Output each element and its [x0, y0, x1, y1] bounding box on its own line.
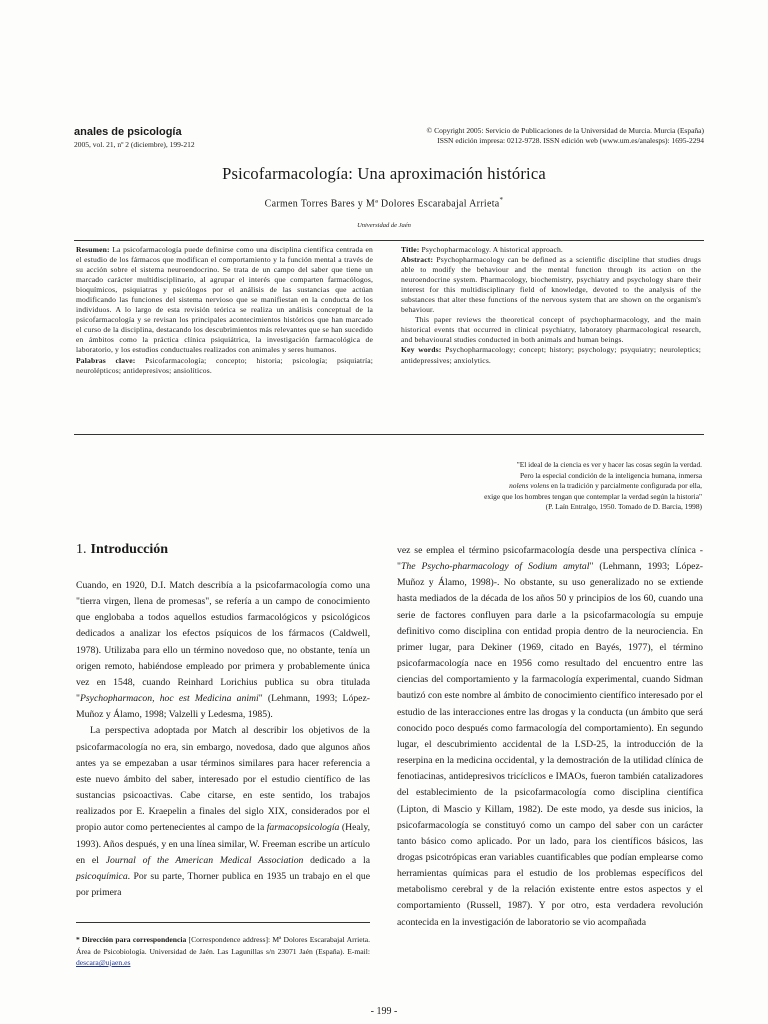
email-link[interactable]: descara@ujaen.es [76, 958, 131, 967]
journal-issue: 2005, vol. 21, nº 2 (diciembre), 199-212 [74, 140, 195, 149]
text-run: . Por su parte, Thorner publica en 1935 un trabajo en el que por primera [76, 870, 370, 898]
copyright-line: © Copyright 2005: Servicio de Publicaciones de la Universidad de Murcia. Murcia (España) [426, 126, 704, 135]
issn-line: ISSN edición impresa: 0212-9728. ISSN edición web (www.um.es/analesps): 1695-2294 [437, 136, 704, 145]
text-run: dedicado a la [303, 854, 370, 866]
author-footnote-mark: * [499, 196, 504, 204]
text-run: vez se emplea el término psicofarmacología desde una perspectiva clínica -" [397, 545, 703, 573]
article-authors [0, 196, 768, 209]
epigraph-citation: (P. Laín Entralgo, 1950. Tomado de D. Barcia, 1998) [545, 502, 702, 511]
italic-run: The Psycho-pharmacology of Sodium amytal [400, 561, 590, 573]
abstract-english [401, 245, 701, 366]
text-run: " (Lehmann, 1993; López-Muñoz y Álamo, 1998; Valzelli y Ledesma, 1985). [76, 693, 370, 721]
body-paragraph [397, 543, 703, 931]
footnote-rule [76, 922, 370, 923]
text-run: La perspectiva adoptada por Match al describir los objetivos de la psicofarmacología no era, sin embargo, novedosa, dado que algunos años antes ya se empezaban a usar términos similares para hacer referencia a este nuevo ámbito del saber, interesado por el estudio científico de las sustancias psicoactivas. Cabe citarse, en este sentido, los trabajos realizados por E. Kraepelin a finales del siglo XIX, considerados por el propio autor como pertenecientes al campo de la [76, 725, 370, 834]
section-number: 1. [76, 542, 87, 557]
author-names: Carmen Torres Bares y Mª Dolores Escarabajal Arrieta [264, 198, 500, 210]
body-paragraph [76, 578, 370, 723]
abstract-paragraph [401, 255, 701, 315]
epigraph [342, 460, 702, 513]
text-run: (Healy, 1993). Años después, y en una línea similar, W. Freeman escribe un artículo en el [76, 822, 370, 866]
italic-run: Journal of the American Medical Association [105, 854, 304, 866]
copyright-notice [314, 126, 704, 146]
abstract-top-rule [74, 240, 704, 241]
italic-run: farmacopsicología [266, 822, 340, 834]
epigraph-line-rest: en la tradición y parcialmente configurada por ella, [549, 481, 702, 490]
resumen-text: La psicofarmacología puede definirse como una disciplina científica centrada en el estudio de los fármacos que modifican el comportamiento y la función mental a través de su acción sobre el sistema neuroendocrino. Se trata de un campo del saber que tiene un marcado carácter multidisciplinario, al agrupar el interés que comparten farmacólogos, bioquímicos, psiquiatras y psicólogos por el análisis de las sustancias que actúan modificando las funciones del sistema nervioso que se manifiestan en la conducta de los individuos. A lo largo de esta revisión teórica se realiza un análisis conceptual de la psicofarmacología y se revisan los principales acontecimientos históricos que han marcado el curso de la disciplina, destacando los descubrimientos más relevantes que se han sucedido en ámbitos como la práctica clínica psiquiátrica, la investigación farmacológica de laboratorio, y los estudios conductuales realizados con animales y seres humanos. [76, 245, 373, 355]
resumen-paragraph [76, 245, 373, 356]
italic-run: Psychopharmacon, hoc est Medicina animi [79, 693, 259, 705]
key-words-text: Psychopharmacology; concept; history; psychology; psyquiatry; neuroleptics; antidepressives; anxiolytics. [401, 345, 701, 365]
footnote-text: [Correspondence address]: Mª Dolores Escarabajal Arrieta. Área de Psicobiología. Universidad de Jaén. Las Lagunillas s/n 23071 Jaén (España). E-mail: [76, 935, 370, 956]
text-run: Cuando, en 1920, D.I. Match describía a la psicofarmacología como una "tierra virgen, llena de promesas", se refería a un campo de conocimiento que englobaba a todos aquellos estudios farmacológicos y psicológicos dedicados a analizar los efectos psíquicos de los fármacos (Caldwell, 1978). Utilizaba para ello un término novedoso que, no obstante, tenía un origen remoto, habiéndose empleado por primera y probablemente única vez en 1548, cuando Reinhard Lorichius publica su obra titulada " [76, 580, 370, 705]
epigraph-line: Pero la especial condición de la inteligencia humana, inmersa [519, 470, 702, 480]
section-title: Introducción [90, 542, 169, 557]
key-words-label: Key words: [401, 345, 442, 355]
abstract-paragraph-2: This paper reviews the theoretical concept of psychopharmacology, and the main historical events that occurred in clinical psychiatry, laboratory pharmacological research, and behavioural studies conducted in both animals and human beings. [401, 315, 701, 345]
abstract-spanish [76, 245, 373, 376]
footnote-label: * Dirección para correspondencia [76, 935, 187, 944]
epigraph-line: exige que los hombres tengan que contemplar la verdad según la historia" [484, 491, 702, 501]
journal-name: anales de psicología [74, 126, 182, 138]
key-words-paragraph [401, 345, 701, 365]
palabras-clave-label: Palabras clave: [76, 355, 136, 365]
epigraph-italic: nolens volens [509, 481, 550, 490]
abstract-label: Abstract: [401, 255, 434, 265]
author-affiliation: Universidad de Jaén [357, 222, 411, 229]
epigraph-line [342, 481, 702, 492]
palabras-clave-text: Psicofarmacología; concepto; historia; psicología; psiquiatría; neurolépticos; antidepresivos; ansiolíticos. [76, 355, 373, 375]
palabras-clave-paragraph [76, 356, 373, 376]
abstract-bottom-rule [74, 434, 704, 435]
english-title: Psychopharmacology. A historical approach. [421, 245, 563, 254]
italic-run: psicoquímica [76, 870, 128, 882]
body-paragraph [76, 723, 370, 901]
page-number: - 199 - [370, 1006, 398, 1017]
epigraph-line: "El ideal de la ciencia es ver y hacer las cosas según la verdad. [516, 460, 702, 469]
body-right-column [397, 543, 703, 931]
english-title-paragraph [401, 245, 701, 255]
english-title-label: Title: [401, 245, 420, 254]
section-heading [76, 542, 168, 558]
text-run: " (Lehmann, 1993; López-Muñoz y Álamo, 1998)-. No obstante, su uso generalizado no se extiende hasta mediados de la década de los años 50 y principios de los 60, cuando una serie de factores confluyen para darle a la psicofarmacología su empuje definitivo como disciplina con entidad propia dentro de la neurociencia. En primer lugar, para Dekiner (1969, citado en Bayés, 1977), el término psicofarmacología nace en 1956 como resultado del encuentro entre las ciencias del comportamiento y la farmacología experimental, cuando Sidman bautizó con este nombre al ámbito de conocimiento científico interesado por el estudio de las interacciones entre las drogas y la conducta (un ámbito que será conocido poco después como farmacología del comportamiento). En segundo lugar, el descubrimiento accidental de la LSD-25, la introducción de la reserpina en la medicina occidental, y la demostración de la utilidad clínica de fenotiacinas, antidepresivos tricíclicos e IMAOs, fueron también catalizadores del establecimiento de la psicofarmacología como disciplina científica (Lipton, di Mascio y Killam, 1982). De este modo, ya desde sus inicios, la psicofarmacología se constituyó como un campo del saber con un carácter tanto básico como aplicado. Por un lado, para los científicos básicos, las drogas psicotrópicas eran variables cuantificables que podían emplearse como herramientas químicas para el estudio de los problemas específicos del metabolismo cerebral y de la relación existente entre estos aspectos y el comportamiento (Russell, 1987). Y por otro, esta verdadera revolución acontecida en la investigación de laboratorio se vio acompañada [397, 561, 703, 928]
correspondence-footnote [76, 934, 370, 969]
abstract-text: Psychopharmacology can be defined as a scientific discipline that studies drugs able to modify the behaviour and the mental function through its action on the neuroendocrine system. Pharmacology, biochemistry, psychiatry and psychology share their interest for this multidisciplinary field of knowledge, devoted to the analysis of the substances that alter these functions of the nervous system that are shown on the organism's behaviour. [401, 255, 701, 315]
resumen-label: Resumen: [76, 245, 110, 254]
article-title: Psicofarmacología: Una aproximación histórica [222, 164, 546, 183]
body-left-column [76, 578, 370, 901]
